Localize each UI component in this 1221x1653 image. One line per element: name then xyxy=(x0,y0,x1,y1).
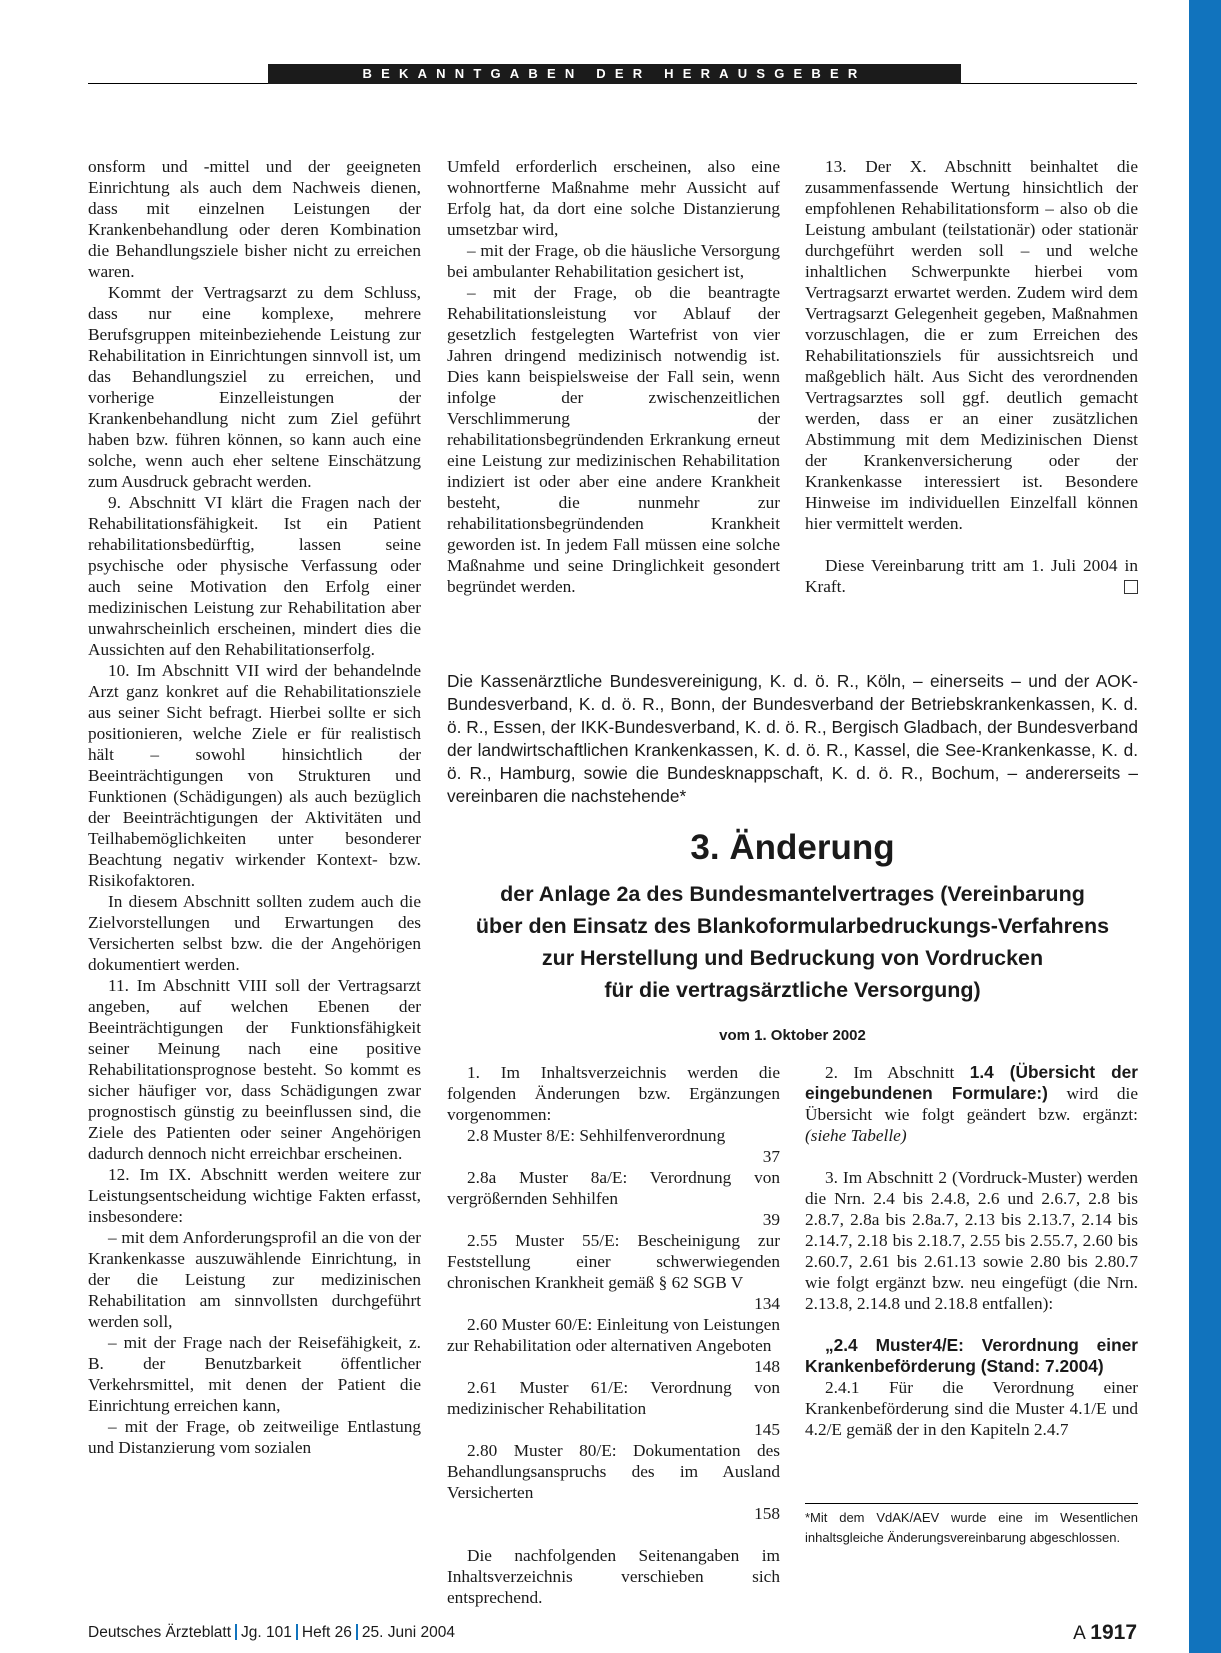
paragraph: 3. Im Abschnitt 2 (Vordruck-Muster) werden die Nrn. 2.4 bis 2.4.8, 2.6 und 2.6.7, 2.8 bis 2.8.7, 2.8a bis 2.8a.7, 2.13 bis 2.13.7, 2.14 bis 2.14.7, 2.18 bis 2.18.7, 2.55 bis 2.55.7, 2.60 bis 2.60.7, 2.61 bis 2.61.13 sowie 2.80 bis 2.80.7 wie folgt ergänzt bzw. neu eingefügt (die Nrn. 2.13.8, 2.14.8 und 2.18.8 entfallen): xyxy=(805,1168,1138,1313)
column-right-top xyxy=(805,156,1138,597)
toc-entry xyxy=(447,1125,780,1167)
section-header: BEKANNTGABEN DER HERAUSGEBER xyxy=(268,64,961,84)
subtitle-line: über den Einsatz des Blankoformularbedruckungs-Verfahrens xyxy=(475,914,1110,938)
journal-volume: Jg. 101 xyxy=(241,1624,292,1641)
paragraph: 10. Im Abschnitt VII wird der behandelnde Arzt ganz konkret auf die Rehabilitationsziele aus seiner Sicht befragt. Hierbei sollte er sich positionieren, welche Ziele er für realistisch hält – sowohl hinsichtlich der Beeinträchtigungen von Strukturen und Funktionen (Schädigungen) als auch bezüglich der Beeinträchtigungen der Aktivitäten und Teilhabemöglichkeiten unter besonderer Beachtung negativ wirkender Kontext- bzw. Risikofaktoren. xyxy=(88,661,421,890)
toc-entry-text: 2.60 Muster 60/E: Einleitung von Leistungen zur Rehabilitation oder alternativen Angeboten xyxy=(447,1315,780,1355)
blue-margin-bar xyxy=(1189,0,1221,1653)
page-number-value: 1917 xyxy=(1090,1621,1137,1644)
toc-entry-page: 37 xyxy=(762,1147,780,1166)
subsection-heading: „2.4 Muster4/E: Verordnung einer Krankenbeförderung (Stand: 7.2004) xyxy=(805,1335,1138,1376)
closing-text: Diese Vereinbarung tritt am 1. Juli 2004 in Kraft. xyxy=(805,556,1138,596)
toc-entry xyxy=(447,1440,780,1524)
paragraph: Umfeld erforderlich erscheinen, also eine wohnortferne Maßnahme mehr Aussicht auf Erfolg hat, da dort eine solche Distanzierung umsetzbar wird, xyxy=(447,157,780,239)
journal-name: Deutsches Ärzteblatt xyxy=(88,1624,232,1641)
toc-entry-text: 2.80 Muster 80/E: Dokumentation des Behandlungsanspruchs des im Ausland Versicherten xyxy=(447,1441,780,1502)
toc-entry-text: 2.61 Muster 61/E: Verordnung von medizinischer Rehabilitation xyxy=(447,1378,780,1418)
text-run: wird die Übersicht wie folgt geändert bzw. ergänzt: xyxy=(805,1084,1139,1124)
article-title-block xyxy=(447,826,1138,1046)
toc-entry-page: 145 xyxy=(754,1420,780,1439)
toc-entry-page: 39 xyxy=(762,1210,780,1229)
article-subtitle xyxy=(447,878,1138,1006)
paragraph: Die nachfolgenden Seitenangaben im Inhaltsverzeichnis verschieben sich entsprechend. xyxy=(447,1546,780,1607)
column-right-bottom xyxy=(805,1062,1138,1440)
page-number xyxy=(1073,1621,1137,1645)
paragraph: – mit der Frage, ob die beantragte Rehabilitationsleistung vor Ablauf der gesetzlich festgelegten Wartefrist von vier Jahren dringend medizinisch notwendig ist. Dies kann beispielsweise der Fall sein, wenn infolge der zwischenzeitlichen Verschlimmerung der rehabilitationsbegründenden Erkrankung erneut eine Leistung zur medizinischen Rehabilitation indiziert ist oder aber eine andere Krankheit besteht, die nunmehr zur rehabilitationsbegründenden Krankheit geworden ist. In jedem Fall müssen eine solche Maßnahme und seine Dringlichkeit gesondert begründet werden. xyxy=(447,283,780,596)
toc-entry-page: 148 xyxy=(754,1357,780,1376)
column-middle-bottom xyxy=(447,1062,780,1608)
subtitle-line: für die vertragsärztliche Versorgung) xyxy=(604,978,981,1002)
footer-separator xyxy=(296,1624,298,1640)
paragraph: onsform und -mittel und der geeigneten Einrichtung als auch dem Nachweis dienen, dass mit einzelnen Leistungen der Krankenbehandlung oder deren Kombination die Behandlungsziele bisher nicht zu erreichen waren. xyxy=(88,157,421,281)
paragraph: Kommt der Vertragsarzt zu dem Schluss, dass nur eine komplexe, mehrere Berufsgruppen miteinbeziehende Leistung zur Rehabilitation in Einrichtungen sinnvoll ist, um das Behandlungsziel zu erreichen, und vorherige Einzelleistungen der Krankenbehandlung nicht zum Ziel geführt haben bzw. führen können, so kann auch eine solche, wenn auch eher seltene Einschätzung zum Ausdruck gebracht werden. xyxy=(88,283,421,491)
paragraph: 2.4.1 Für die Verordnung einer Krankenbeförderung sind die Muster 4.1/E und 4.2/E gemäß der in den Kapiteln 2.4.7 xyxy=(805,1378,1138,1439)
toc-entry-page: 158 xyxy=(754,1504,780,1523)
subtitle-line: zur Herstellung und Bedruckung von Vordrucken xyxy=(541,946,1044,970)
text-run: 2. Im Abschnitt xyxy=(825,1063,970,1082)
agreement-intro: Die Kassenärztliche Bundesvereinigung, K. d. ö. R., Köln, – einerseits – und der AOK-Bundesverband, K. d. ö. R., Bonn, der Bundesverband der Betriebskrankenkassen, K. d. ö. R., Essen, der IKK-Bundesverband, K. d. ö. R., Bergisch Gladbach, der Bundesverband der landwirtschaftlichen Krankenkassen, K. d. ö. R., Kassel, die See-Krankenkasse, K. d. ö. R., Hamburg, sowie die Bundesknappschaft, K. d. ö. R., Bochum, – andererseits – vereinbaren die nachstehende* xyxy=(447,671,1138,806)
article-date: vom 1. Oktober 2002 xyxy=(719,1027,866,1044)
paragraph: In diesem Abschnitt sollten zudem auch die Zielvorstellungen und Erwartungen des Versicherten selbst bzw. die der Angehörigen dokumentiert werden. xyxy=(88,892,421,974)
end-of-article-square-icon xyxy=(1124,580,1138,594)
page-prefix: A xyxy=(1073,1623,1086,1644)
footer-citation xyxy=(88,1624,455,1642)
paragraph: 13. Der X. Abschnitt beinhaltet die zusammenfassende Wertung hinsichtlich der empfohlenen Rehabilitationsform – also ob die Leistung ambulant (teilstationär) oder stationär durchgeführt werden soll – und welche inhaltlichen Schwerpunkte hierbei vom Vertragsarzt erwartet werden. Zudem wird dem Vertragsarzt Gelegenheit gegeben, Maßnahmen vorzuschlagen, die er zum Erreichen des Rehabilitationsziels für aussichtsreich und maßgeblich hält. Aus Sicht des verordnenden Vertragsarztes soll ggf. deutlich gemacht werden, dass er an einer zusätzlichen Abstimmung mit dem Medizinischen Dienst der Krankenversicherung oder der Krankenkasse interessiert ist. Besondere Hinweise im individuellen Einzelfall können hier vermittelt werden. xyxy=(805,157,1138,533)
toc-entry xyxy=(447,1314,780,1377)
paragraph: – mit der Frage nach der Reisefähigkeit, z. B. der Benutzbarkeit öffentlicher Verkehrsmittel, mit denen der Patient die Einrichtung erreichen kann, xyxy=(88,1333,421,1415)
toc-entry-text: 2.55 Muster 55/E: Bescheinigung zur Feststellung einer schwerwiegenden chronischen Krankheit gemäß § 62 SGB V xyxy=(447,1231,780,1292)
footer-separator xyxy=(356,1624,358,1640)
paragraph: 12. Im IX. Abschnitt werden weitere zur Leistungsentscheidung wichtige Fakten erfasst, insbesondere: xyxy=(88,1165,421,1226)
page-footer xyxy=(88,1621,1137,1643)
journal-issue: Heft 26 xyxy=(301,1624,352,1641)
column-middle-top xyxy=(447,156,780,597)
paragraph xyxy=(805,1062,1138,1146)
italic-run: (siehe Tabelle) xyxy=(805,1126,907,1145)
paragraph: 11. Im Abschnitt VIII soll der Vertragsarzt angeben, auf welchen Ebenen der Beeinträchtigungen der Funktionsfähigkeit seiner Meinung nach eine positive Rehabilitationsprognose besteht. So kommt es sicher häufiger vor, dass Schädigungen zwar prognostisch günstig zu beeinflussen sind, die Ziele des Patienten oder seiner Angehörigen dadurch dennoch nicht erreichbar erscheinen. xyxy=(88,976,421,1163)
subtitle-line: der Anlage 2a des Bundesmantelvertrages (Vereinbarung xyxy=(500,882,1085,906)
toc-entry-page: 134 xyxy=(754,1294,780,1313)
article-title: 3. Änderung xyxy=(690,828,895,867)
paragraph: – mit der Frage, ob zeitweilige Entlastung und Distanzierung vom sozialen xyxy=(88,1417,421,1457)
toc-entry-text: 2.8 Muster 8/E: Sehhilfenverordnung xyxy=(467,1126,726,1145)
paragraph: 1. Im Inhaltsverzeichnis werden die folgenden Änderungen bzw. Ergänzungen vorgenommen: xyxy=(447,1063,780,1124)
page-header xyxy=(88,64,1137,86)
journal-date: 25. Juni 2004 xyxy=(361,1624,455,1641)
footer-separator xyxy=(235,1624,237,1640)
closing-paragraph xyxy=(805,555,1138,597)
footnote: *Mit dem VdAK/AEV wurde eine im Wesentlichen inhaltsgleiche Änderungsvereinbarung abgeschlossen. xyxy=(805,1510,1138,1545)
column-left xyxy=(88,156,421,1458)
paragraph: 9. Abschnitt VI klärt die Fragen nach der Rehabilitationsfähigkeit. Ist ein Patient rehabilitationsbedürftig, lassen seine psychische oder physische Verfassung oder auch seine Motivation den Erfolg einer medizinischen Leistung zur Rehabilitation aber unwahrscheinlich erscheinen, mindert dies die Aussichten auf den Rehabilitationserfolg. xyxy=(88,493,421,659)
toc-entry xyxy=(447,1230,780,1314)
bold-run: 1.4 (Übersicht der eingebundenen Formulare:) xyxy=(805,1062,1139,1103)
toc-entry-text: 2.8a Muster 8a/E: Verordnung von vergrößernden Sehhilfen xyxy=(447,1168,780,1208)
paragraph: – mit dem Anforderungsprofil an die von der Krankenkasse auszuwählende Einrichtung, in der die Leistung zur medizinischen Rehabilitation am sinnvollsten durchgeführt werden soll, xyxy=(88,1228,421,1331)
toc-entry xyxy=(447,1167,780,1230)
footnote-rule xyxy=(805,1503,1138,1504)
paragraph: – mit der Frage, ob die häusliche Versorgung bei ambulanter Rehabilitation gesichert ist, xyxy=(447,241,780,281)
toc-entry xyxy=(447,1377,780,1440)
